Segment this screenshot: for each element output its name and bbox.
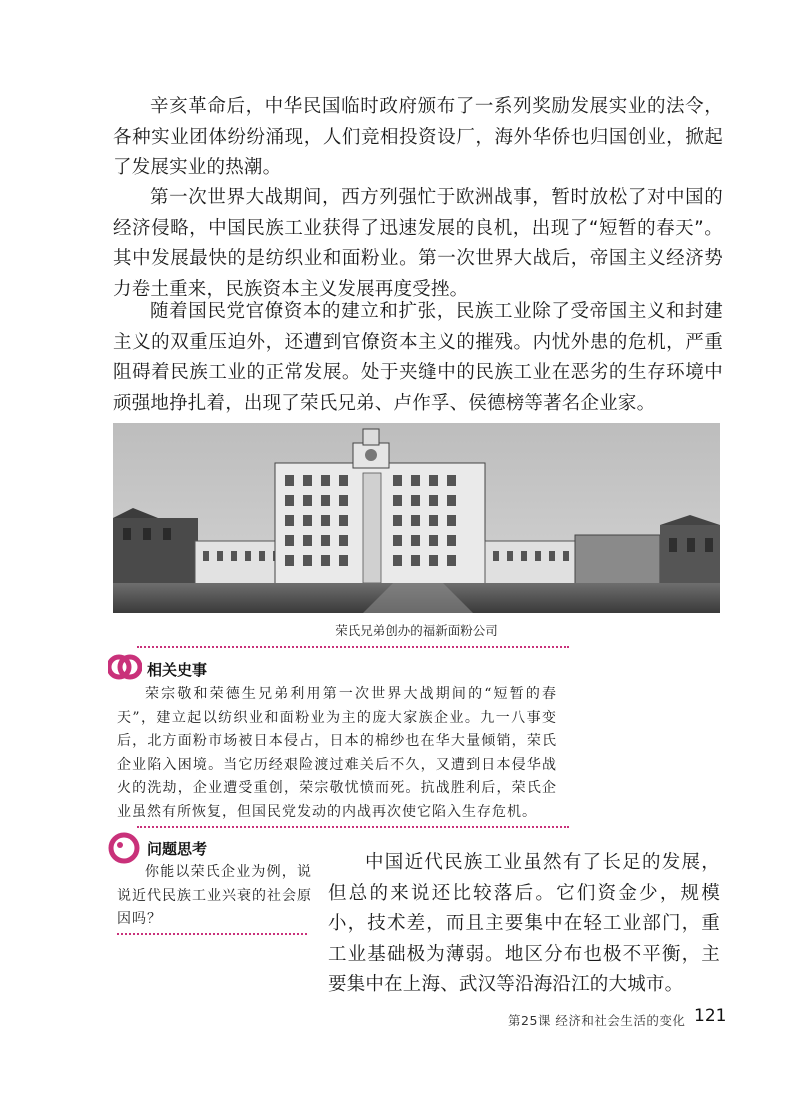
question-body: 你能以荣氏企业为例，说说近代民族工业兴衰的社会原因吗？ <box>117 864 312 927</box>
question-title: 问题思考 <box>147 840 208 858</box>
related-history-icon <box>108 654 142 684</box>
closing-paragraph: 中国近代民族工业虽然有了长足的发展，但总的来说还比较落后。它们资金少，规模小，技术差，而且主要集中在轻工业部门，重工业基础极为薄弱。地区分布也极不平衡，主要集中在上海、武汉等沿海沿江的大城市。 <box>328 852 720 995</box>
body-paragraph-3: 随着国民党官僚资本的建立和扩张，民族工业除了受帝国主义和封建主义的双重压迫外，还遭到官僚资本主义的摧残。内忧外患的危机，严重阻碍着民族工业的正常发展。处于夹缝中的民族工业在恶劣的生存环境中顽强地挣扎着，出现了荣氏兄弟、卢作孚、侯德榜等著名企业家。 <box>113 301 723 414</box>
page-number: 121 <box>694 1006 727 1026</box>
figure-caption: 荣氏兄弟创办的福新面粉公司 <box>335 623 498 638</box>
factory-photo <box>113 423 720 613</box>
question-dotted-divider <box>117 933 307 935</box>
related-history-body: 荣宗敬和荣德生兄弟利用第一次世界大战期间的“短暂的春天”，建立起以纺织业和面粉业为主的庞大家族企业。九一八事变后，北方面粉市场被日本侵占，日本的棉纱也在华大量倾销，荣氏企业陷入困境。当它历经艰险渡过难关后不久，又遭到日本侵华战火的洗劫，企业遭受重创，荣宗敬忧愤而死。抗战胜利后，荣氏企业虽然有所恢复，但国民党发动的内战再次使它陷入生存危机。 <box>117 686 557 820</box>
middle-dotted-divider <box>137 826 569 828</box>
top-dotted-divider <box>137 646 569 648</box>
body-paragraph-1: 辛亥革命后，中华民国临时政府颁布了一系列奖励发展实业的法令，各种实业团体纷纷涌现，人们竞相投资设厂，海外华侨也归国创业，掀起了发展实业的热潮。 <box>113 96 723 178</box>
lesson-title: 第25课 经济和社会生活的变化 <box>508 1013 686 1028</box>
body-paragraph-2: 第一次世界大战期间，西方列强忙于欧洲战事，暂时放松了对中国的经济侵略，中国民族工业获得了迅速发展的良机，出现了“短暂的春天”。其中发展最快的是纺织业和面粉业。第一次世界大战后，帝国主义经济势力卷土重来，民族资本主义发展再度受挫。 <box>113 187 723 300</box>
related-history-title: 相关史事 <box>147 661 208 679</box>
